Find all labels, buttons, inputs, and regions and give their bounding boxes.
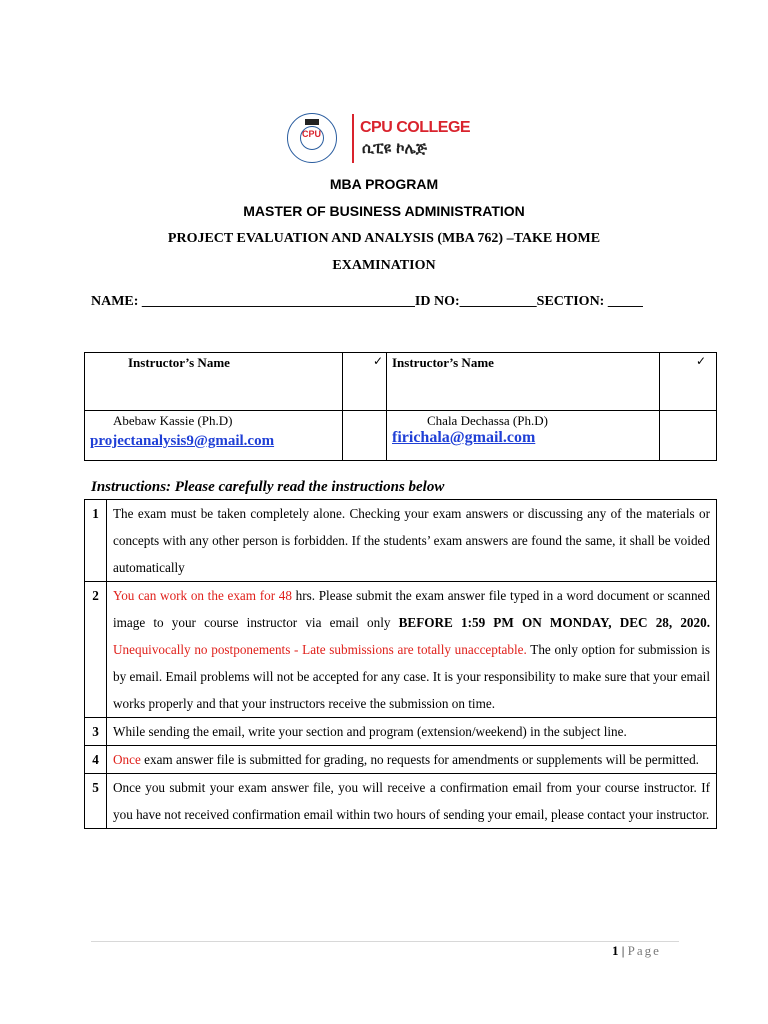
rule-number: 1 [85, 500, 107, 582]
rule-text-part: The only option for submission is by email. Email problems will not be accepted for any case. It is your responsibility to make sure that your email works properly and that your instructors receive the submission on time. [113, 642, 710, 711]
checkmark-icon: ✓ [372, 354, 383, 368]
table-row [85, 582, 717, 718]
rule-text [107, 582, 717, 718]
instructor-right-email[interactable]: firichala@gmail.com [392, 429, 536, 446]
rule-text-part: exam answer file is submitted for grading, no requests for amendments or supplements will be permitted. [140, 752, 699, 767]
rule-text [107, 746, 717, 774]
empty-cell [343, 411, 387, 461]
instructor-header-label: Instructor’s Name [128, 355, 230, 370]
instructor-header-right [387, 353, 660, 411]
page-footer [612, 943, 661, 959]
rule-emphasis: Unequivocally no postponements - Late submissions are totally unacceptable. [113, 642, 527, 657]
rule-text: Once you submit your exam answer file, you will receive a confirmation email from your course instructor. If you have not received confirmation email within two hours of sending your email, please contact your instructor. [107, 774, 717, 829]
college-seal-logo [287, 113, 337, 163]
instructor-left-name: Abebaw Kassie (Ph.D) [113, 413, 233, 428]
table-row [85, 774, 717, 829]
checkmark-icon: ✓ [695, 354, 706, 368]
check-cell-left [343, 353, 387, 411]
instructor-right-cell [387, 411, 660, 461]
exam-heading: EXAMINATION [332, 258, 436, 273]
instructions-title: Instructions: Please carefully read the instructions below [91, 479, 445, 495]
table-row [85, 746, 717, 774]
college-name: CPU COLLEGE [360, 119, 471, 136]
graduation-cap-icon [305, 119, 319, 125]
rule-deadline: BEFORE 1:59 PM ON MONDAY, DEC 28, 2020. [398, 615, 710, 630]
check-cell-right [660, 353, 717, 411]
student-info-line: NAME: _______________________________________ID NO:___________SECTION: _____ [91, 294, 643, 309]
college-name-amharic: ሲፒዩ ኮሌጅ [362, 139, 427, 157]
rule-number: 3 [85, 718, 107, 746]
page-number: 1 [612, 943, 619, 958]
instructor-left-email[interactable]: projectanalysis9@gmail.com [90, 433, 275, 449]
instructor-right-name: Chala Dechassa (Ph.D) [427, 413, 548, 428]
rule-number: 2 [85, 582, 107, 718]
instructor-left-cell [85, 411, 343, 461]
instructions-table [84, 499, 717, 829]
empty-cell [660, 411, 717, 461]
instructor-header-label: Instructor’s Name [392, 355, 494, 370]
degree-heading: MASTER OF BUSINESS ADMINISTRATION [243, 203, 525, 219]
logo-divider [352, 114, 354, 163]
table-row [85, 500, 717, 582]
instructor-table [84, 352, 717, 461]
rule-emphasis: You can work on the exam for 48 [113, 588, 292, 603]
rule-text: The exam must be taken completely alone. Checking your exam answers or discussing any of the materials or concepts with any other person is forbidden. If the students’ exam answers are found the same, it shall be voided automatically [107, 500, 717, 582]
rule-text-part: hrs. Please submit the exam answer file typed in a word document or scanned image to your course instructor via email only [113, 588, 710, 630]
page-label: Page [627, 943, 661, 958]
course-heading: PROJECT EVALUATION AND ANALYSIS (MBA 762) –TAKE HOME [167, 231, 601, 246]
rule-number: 5 [85, 774, 107, 829]
footer-separator: | [618, 943, 628, 958]
rule-number: 4 [85, 746, 107, 774]
rule-emphasis: Once [113, 752, 141, 767]
program-heading: MBA PROGRAM [329, 176, 439, 192]
rule-text: While sending the email, write your section and program (extension/weekend) in the subject line. [107, 718, 717, 746]
footer-divider [91, 941, 679, 942]
instructor-header-left [85, 353, 343, 411]
table-row [85, 718, 717, 746]
seal-text: CPU [301, 129, 321, 139]
